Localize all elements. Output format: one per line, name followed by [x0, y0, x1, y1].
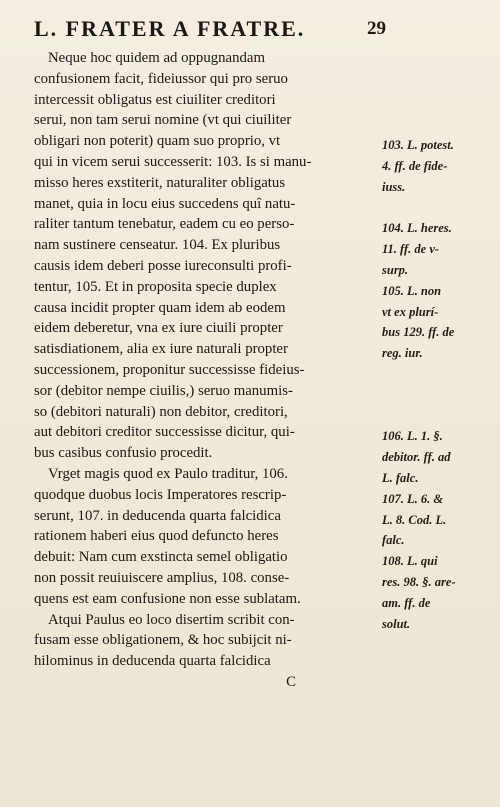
page-number: 29 [367, 18, 386, 39]
marginal-note-line: L. falc. [382, 470, 419, 485]
marginal-note-line: L. 8. Cod. L. [382, 512, 447, 527]
text-line: debuit: Nam cum exstincta semel obligatio [34, 549, 288, 566]
text-line: Vrget magis quod ex Paulo traditur, 106. [48, 465, 288, 482]
text-line: serui, non tam serui nomine (vt qui ciuiliter [34, 112, 292, 129]
marginal-note-line: 107. L. 6. & [382, 491, 444, 506]
marginal-note-line: falc. [382, 533, 405, 548]
text-line: bus casibus confusio procedit. [34, 445, 213, 462]
marginal-note-line: 4. ff. de fide- [382, 158, 448, 173]
marginal-note-line: res. 98. §. are- [382, 574, 456, 589]
text-line: eidem deberetur, vna ex iure ciuili propter [34, 320, 283, 337]
marginal-note-line: reg. iur. [382, 346, 423, 361]
text-line: quodque duobus locis Imperatores rescrip- [34, 486, 287, 503]
text-line: aut debitori creditor successisse dicitur, qui- [34, 424, 295, 441]
text-line: causa incidit propter quam idem ab eodem [34, 299, 286, 316]
text-line: Atqui Paulus eo loco disertim scribit con- [48, 611, 295, 628]
marginal-note-line: iuss. [382, 179, 406, 194]
marginal-note-line: 104. L. heres. [382, 221, 452, 236]
text-line: confusionem facit, fideiussor qui pro seruo [34, 70, 288, 87]
text-line: serunt, 107. in deducenda quarta falcidica [34, 507, 281, 524]
text-line: causis idem deberi posse iureconsulti profi- [34, 257, 292, 274]
marginal-note-line: bus 129. ff. de [382, 325, 455, 340]
text-line: raliter tantum tenebatur, eadem cu eo perso- [34, 216, 295, 233]
catchword: C [286, 673, 296, 690]
text-line: intercessit obligatus est ciuiliter creditori [34, 91, 276, 108]
text-line: tentur, 105. Et in proposita specie duplex [34, 278, 277, 295]
marginal-note-line: vt ex plurí- [382, 304, 439, 319]
text-line: so (debitori naturali) non debitor, creditori, [34, 403, 288, 420]
marginal-note [382, 489, 494, 551]
running-title: L. FRATER A FRATRE. [34, 16, 306, 41]
marginal-note-line: 108. L. qui [382, 554, 438, 569]
text-line: quens est eam confusione non esse sublatam. [34, 590, 301, 607]
main-text-column [34, 48, 374, 693]
marginal-note [382, 135, 494, 197]
marginal-note [382, 281, 494, 364]
marginal-notes [382, 0, 494, 807]
marginal-note-line: solut. [382, 616, 411, 631]
text-line: qui in vicem serui successerit: 103. Is si manu- [34, 153, 312, 170]
marginal-note [382, 218, 494, 280]
text-line: non possit reuiuiscere amplius, 108. conse- [34, 569, 290, 586]
text-line: Neque hoc quidem ad oppugnandam [48, 50, 265, 66]
marginal-note-line: 105. L. non [382, 283, 442, 298]
text-line: rationem haberi eius quod defuncto heres [34, 528, 279, 545]
page-header [34, 16, 386, 46]
text-line: sor (debitor nempe ciuilis,) seruo manumis- [34, 382, 293, 399]
text-line: manet, quia in locu eius succedens quî natu- [34, 195, 296, 212]
text-line: nam sustinere censeatur. 104. Ex pluribus [34, 237, 281, 254]
marginal-note [382, 426, 494, 488]
marginal-note-line: debitor. ff. ad [382, 450, 451, 465]
marginal-note [382, 551, 494, 634]
marginal-note-line: surp. [382, 262, 409, 277]
text-line: obligari non poterit) quam suo proprio, vt [34, 133, 281, 150]
text-line: fusam esse obligationem, & hoc subijcit ni- [34, 632, 292, 649]
marginal-note-line: am. ff. de [382, 595, 431, 610]
text-line: satisdiationem, alia ex iure naturali propter [34, 341, 288, 358]
marginal-note-line: 11. ff. de v- [382, 242, 440, 257]
text-line: hilominus in deducenda quarta falcidica [34, 653, 271, 670]
marginal-note-line: 103. L. potest. [382, 138, 454, 153]
text-line: successionem, proponitur successisse fideius- [34, 361, 305, 378]
text-line: misso heres exstiterit, naturaliter obligatus [34, 174, 286, 191]
marginal-note-line: 106. L. 1. §. [382, 429, 443, 444]
